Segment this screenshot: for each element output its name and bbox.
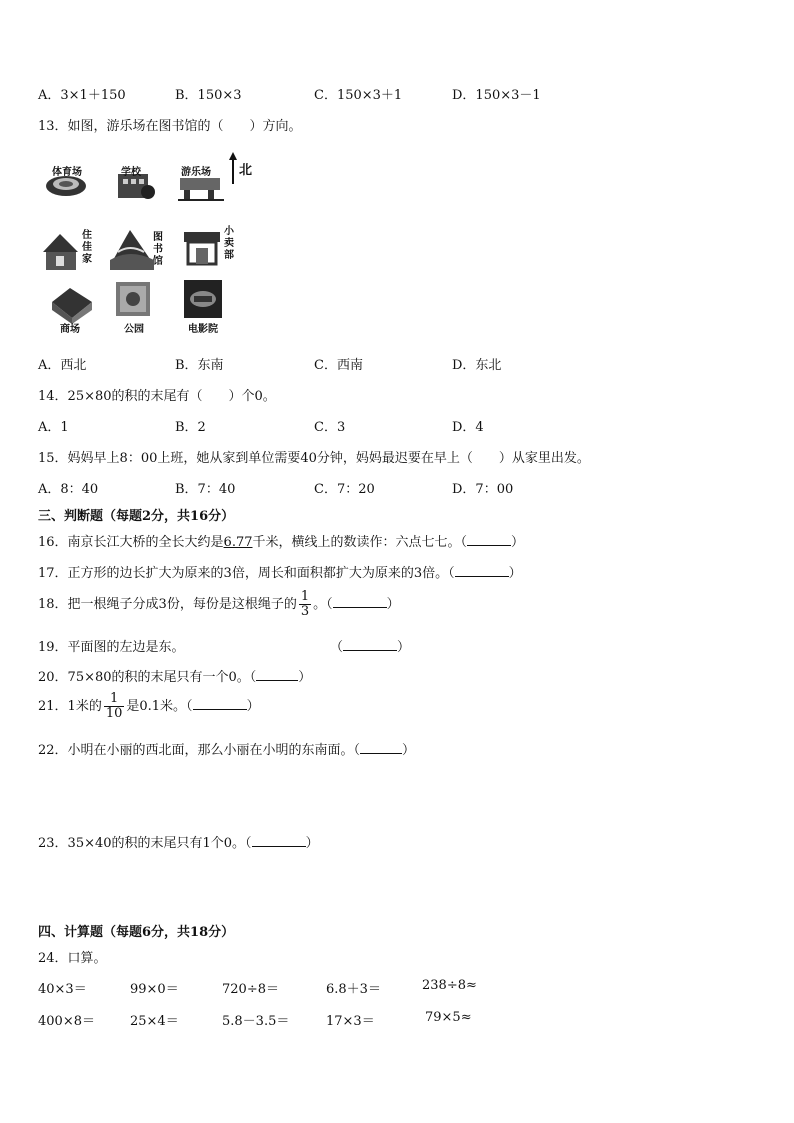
map-label-gym: 体育场 bbox=[52, 167, 82, 178]
map-label-cinema: 电影院 bbox=[188, 324, 218, 335]
q13-option-b[interactable]: B．东南 bbox=[175, 358, 224, 373]
map-label-home-2: 佳 bbox=[82, 242, 92, 253]
park-icon bbox=[116, 282, 150, 316]
q20 bbox=[38, 666, 311, 685]
q21 bbox=[38, 692, 260, 721]
q17-text-c: ） bbox=[508, 566, 522, 581]
q21-text-c: ） bbox=[246, 699, 260, 714]
q13-map bbox=[38, 152, 268, 342]
q24-item: 6.8＋3＝ bbox=[326, 982, 381, 997]
q15-option-d[interactable]: D．7：00 bbox=[452, 482, 514, 497]
map-label-amusement-park: 游乐场 bbox=[181, 167, 211, 178]
q16-text-a: 16．南京长江大桥的全长大约是 bbox=[38, 535, 224, 550]
q24-item: 79×5≈ bbox=[425, 1010, 472, 1025]
q18-text-a: 18．把一根绳子分成3份，每份是这根绳子的 bbox=[38, 597, 297, 612]
q21-answer-blank[interactable] bbox=[193, 697, 247, 710]
q17-text-a: 17．正方形的边长扩大为原来的3倍，周长和面积都扩大为原来的3倍。（ bbox=[38, 566, 455, 581]
q13-option-a[interactable]: A．西北 bbox=[38, 358, 87, 373]
q18-fraction bbox=[299, 590, 311, 619]
map-label-library-3: 馆 bbox=[153, 256, 163, 267]
north-label: 北 bbox=[239, 163, 253, 178]
map-label-home bbox=[82, 230, 92, 266]
map-label-home-1: 住 bbox=[82, 230, 92, 241]
q20-text-c: ） bbox=[298, 670, 312, 685]
q24-item: 17×3＝ bbox=[326, 1014, 375, 1029]
section-4-title: 四、计算题（每题6分，共18分） bbox=[38, 925, 235, 940]
library-icon bbox=[110, 230, 154, 270]
q18-answer-blank[interactable] bbox=[333, 595, 387, 608]
q17-answer-blank[interactable] bbox=[455, 564, 509, 577]
q19-answer-blank[interactable] bbox=[343, 638, 397, 651]
q21-text-a: 21．1米的 bbox=[38, 699, 102, 714]
map-label-library-1: 图 bbox=[153, 232, 163, 243]
q14-option-d[interactable]: D．4 bbox=[452, 420, 484, 435]
q18-text-b: 。（ bbox=[313, 597, 333, 612]
q22-text-a: 22．小明在小丽的西北面，那么小丽在小明的东南面。（ bbox=[38, 743, 361, 758]
q20-text-a: 20．75×80的积的末尾只有一个0。（ bbox=[38, 670, 257, 685]
q16-text-b: 千米，横线上的数读作：六点七七。（ bbox=[252, 535, 468, 550]
q16-text-c: ） bbox=[511, 535, 525, 550]
q21-fraction bbox=[104, 692, 125, 721]
q24-item: 5.8－3.5＝ bbox=[222, 1014, 290, 1029]
map-label-store-2: 卖 bbox=[224, 238, 234, 249]
q12-option-b[interactable]: B．150×3 bbox=[175, 88, 242, 103]
q15-stem: 15．妈妈早上8：00上班，她从家到单位需要40分钟，妈妈最迟要在早上（ ）从家里出发。 bbox=[38, 451, 590, 466]
store-icon bbox=[184, 232, 220, 264]
q22-answer-blank[interactable] bbox=[360, 741, 402, 754]
q19-answer bbox=[330, 636, 410, 655]
section-3-title: 三、判断题（每题2分，共16分） bbox=[38, 509, 235, 524]
q22-text-c: ） bbox=[402, 743, 416, 758]
map-label-mall: 商场 bbox=[60, 324, 80, 335]
q13-option-d[interactable]: D．东北 bbox=[452, 358, 502, 373]
q14-stem: 14．25×80的积的末尾有（ ）个0。 bbox=[38, 389, 276, 404]
q20-answer-blank[interactable] bbox=[256, 668, 298, 681]
q23 bbox=[38, 832, 319, 851]
q24-item: 25×4＝ bbox=[130, 1014, 179, 1029]
q18 bbox=[38, 590, 400, 619]
q24-item: 720÷8＝ bbox=[222, 982, 279, 997]
q21-fraction-denominator: 10 bbox=[105, 706, 123, 721]
q15-option-b[interactable]: B．7：40 bbox=[175, 482, 236, 497]
q19 bbox=[38, 636, 185, 655]
q19-text-a: 19．平面图的左边是东。 bbox=[38, 640, 185, 655]
map-label-store-1: 小 bbox=[224, 226, 234, 237]
map-label-library bbox=[153, 232, 163, 268]
north-arrow-icon bbox=[229, 152, 237, 184]
q12-option-a[interactable]: A．3×1＋150 bbox=[38, 88, 126, 103]
q15-option-c[interactable]: C．7：20 bbox=[314, 482, 375, 497]
q19-text-c: ） bbox=[397, 640, 411, 655]
q14-option-a[interactable]: A．1 bbox=[38, 420, 69, 435]
map-label-library-2: 书 bbox=[153, 244, 163, 255]
q16 bbox=[38, 531, 524, 550]
q18-fraction-denominator: 3 bbox=[300, 604, 310, 619]
q17 bbox=[38, 562, 522, 581]
q22 bbox=[38, 739, 415, 758]
q13-option-c[interactable]: C．西南 bbox=[314, 358, 363, 373]
q13-stem: 13．如图，游乐场在图书馆的（ ）方向。 bbox=[38, 119, 302, 134]
q12-option-c[interactable]: C．150×3＋1 bbox=[314, 88, 403, 103]
q18-fraction-numerator: 1 bbox=[300, 589, 310, 604]
q14-option-c[interactable]: C．3 bbox=[314, 420, 346, 435]
map-label-school: 学校 bbox=[121, 167, 141, 178]
q24-item: 238÷8≈ bbox=[422, 978, 477, 993]
q16-answer-blank[interactable] bbox=[467, 533, 511, 546]
q23-answer-blank[interactable] bbox=[252, 834, 306, 847]
q21-fraction-numerator: 1 bbox=[104, 692, 125, 707]
q24-item: 40×3＝ bbox=[38, 982, 87, 997]
q24-stem: 24．口算。 bbox=[38, 951, 107, 966]
q23-text-c: ） bbox=[305, 836, 319, 851]
q15-option-a[interactable]: A．8：40 bbox=[38, 482, 99, 497]
gym-icon bbox=[46, 176, 86, 196]
mall-icon bbox=[52, 288, 92, 324]
q24-item: 99×0＝ bbox=[130, 982, 179, 997]
q16-underlined-number: 6.77 bbox=[223, 535, 253, 550]
home-icon bbox=[43, 234, 78, 270]
cinema-icon bbox=[184, 280, 222, 318]
q24-item: 400×8＝ bbox=[38, 1014, 95, 1029]
amusement-park-icon bbox=[178, 178, 224, 200]
q19-text-b: （ bbox=[330, 640, 344, 655]
q14-option-b[interactable]: B．2 bbox=[175, 420, 206, 435]
map-label-store-3: 部 bbox=[224, 250, 234, 261]
map-label-store bbox=[224, 226, 234, 262]
map-label-home-3: 家 bbox=[82, 254, 92, 265]
q21-text-b: 是0.1米。（ bbox=[126, 699, 193, 714]
map-label-garden: 公园 bbox=[124, 324, 144, 335]
q12-option-d[interactable]: D．150×3－1 bbox=[452, 88, 541, 103]
q23-text-a: 23．35×40的积的末尾只有1个0。（ bbox=[38, 836, 252, 851]
q18-text-c: ） bbox=[386, 597, 400, 612]
